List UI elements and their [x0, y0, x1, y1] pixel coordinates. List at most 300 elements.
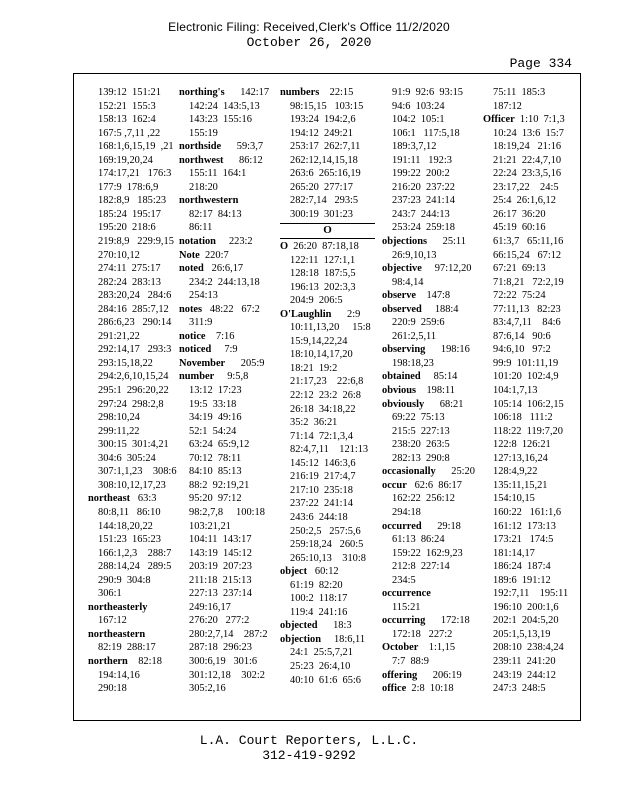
page-line-references: 154:10,15: [493, 493, 535, 505]
page-line-references: 253:17 262:7,11: [290, 141, 361, 153]
page-line-references: 243:19 244:12: [493, 669, 556, 681]
page-line-references: 18:10,14,17,20: [290, 349, 353, 361]
page-line-references: 77:11,13 82:23: [493, 303, 561, 315]
index-headword: Note: [179, 249, 200, 261]
page-line-references: 290:18: [98, 683, 127, 695]
page-line-references: 105:14 106:2,15: [493, 398, 564, 410]
page-line-references: 305:2,16: [189, 683, 226, 695]
index-headword: office: [382, 683, 407, 695]
page-line-references: 103:21,21: [189, 520, 231, 532]
index-entry: [382, 669, 475, 683]
index-entry: [382, 614, 475, 628]
page-line-references: 115:21: [392, 601, 421, 613]
index-entry: [382, 384, 475, 398]
page-line-references: 10:24 13:6 15:7: [493, 127, 565, 139]
page-line-references: 1:10 7:1,3: [514, 114, 565, 126]
index-entry: [382, 682, 475, 696]
page-line-references: 238:20 263:5: [392, 439, 450, 451]
index-entry: [179, 343, 269, 357]
page-line-references: 25:11: [427, 236, 466, 248]
page-line-references: 94:6,10 97:2: [493, 344, 551, 356]
page-line-references: 97:12,20: [421, 263, 472, 275]
page-line-references: 29:18: [421, 520, 461, 532]
page-line-references: 61:13 86:24: [392, 534, 445, 546]
index-headword: northing's: [179, 87, 225, 98]
page-line-references: 70:12 78:11: [189, 452, 242, 464]
index-entry: [483, 113, 568, 127]
page-line-references: 1:1,15: [418, 642, 456, 654]
page-line-references: 145:12 146:3,6: [290, 457, 356, 469]
page-line-references: 106:18 111:2: [493, 412, 553, 424]
index-frame: [73, 73, 581, 721]
page-line-references: 9:5,8: [214, 371, 249, 383]
index-entry: [88, 628, 177, 642]
page-line-references: 60:12: [307, 566, 339, 578]
page-line-references: 168:1,6,15,19 ,21: [98, 141, 174, 153]
page-line-references: 26:6,17: [203, 263, 244, 275]
index-headword: objections: [382, 236, 428, 248]
index-entry: [179, 357, 269, 371]
page-line-references: 101:20 102:4,9: [493, 371, 559, 383]
page-line-references: 128:4,9,22: [493, 466, 538, 478]
page-line-references: 24:1 25:5,7,21: [290, 647, 353, 659]
page-line-references: 26:9,10,13: [392, 249, 437, 261]
index-entry: [179, 249, 269, 263]
page-line-references: 142:17: [224, 87, 270, 98]
index-entry: [382, 289, 475, 303]
section-letter-heading: O: [280, 223, 375, 239]
page-line-references: 10:11,13,20 15:8: [290, 322, 371, 334]
page-line-references: 218:20: [189, 181, 218, 193]
index-entry: [179, 330, 269, 344]
index-entry: [280, 633, 375, 647]
page-line-references: 63:24 65:9,12: [189, 439, 250, 451]
page-line-references: 186:24 187:4: [493, 561, 551, 573]
index-entry: [382, 343, 475, 357]
page-line-references: 206:19: [417, 669, 462, 681]
page-line-references: 87:6,14 90:6: [493, 330, 551, 342]
page-line-references: 18:6,11: [320, 633, 366, 645]
page-line-references: 202:1 204:5,20: [493, 615, 559, 627]
index-headword: October: [382, 642, 419, 654]
index-headword: notes: [179, 303, 203, 315]
page-line-references: 297:24 298:2,8: [98, 398, 164, 410]
page-line-references: 35:2 36:21: [290, 417, 338, 429]
index-entry: [179, 140, 269, 154]
page-line-references: 104:11 143:17: [189, 534, 252, 546]
index-entry: [179, 86, 269, 100]
page-line-references: 191:11 192:3: [392, 154, 452, 166]
page-line-references: 127:13,16,24: [493, 452, 548, 464]
page-line-references: 247:3 248:5: [493, 683, 546, 695]
page-line-references: 82:19 288:17: [98, 642, 156, 654]
page-line-references: 25:23 26:4,10: [290, 660, 351, 672]
page-line-references: 173:21 174:5: [493, 534, 554, 546]
page-line-references: 276:20 277:2: [189, 615, 250, 627]
page-line-references: 188:4: [421, 303, 459, 315]
page-line-references: 45:19 60:16: [493, 222, 546, 234]
page-line-references: 13:12 17:23: [189, 385, 242, 397]
page-line-references: 237:23 241:14: [392, 195, 455, 207]
index-entry: [382, 587, 475, 601]
index-entry: [382, 641, 475, 655]
index-headword: occurring: [382, 615, 426, 627]
page-line-references: 301:12,18 302:2: [189, 669, 265, 681]
page-line-references: 223:2: [215, 236, 253, 248]
index-headword: northwestern: [179, 195, 239, 207]
page-line-references: 95:20 97:12: [189, 493, 242, 505]
page-line-references: 194:14,16: [98, 669, 140, 681]
page-line-references: 304:6 305:24: [98, 452, 156, 464]
page-line-references: 259:18,24 260:5: [290, 539, 364, 551]
page-line-references: 308:10,12,17,23: [98, 479, 166, 491]
page-line-references: 61:19 82:20: [290, 579, 343, 591]
page-line-references: 204:9 206:5: [290, 295, 343, 307]
index-entry: [88, 655, 177, 669]
page-line-references: 122:8 126:21: [493, 439, 551, 451]
page-line-references: 307:1,1,23 308:6: [98, 466, 177, 478]
page-line-references: 299:11,22: [98, 425, 140, 437]
page-line-references: 172:18: [425, 615, 470, 627]
page-line-references: 21:17,23 22:6,8: [290, 376, 364, 388]
page-line-references: 311:9: [189, 317, 213, 329]
index-headword: O: [280, 241, 289, 253]
page-line-references: 2:8 10:18: [406, 683, 454, 695]
page-line-references: 185:24 195:17: [98, 208, 161, 220]
page-line-references: 86:12: [223, 154, 263, 166]
page-line-references: 182:8,9 185:23: [98, 195, 167, 207]
index-headword: object: [280, 566, 308, 578]
page-line-references: 203:19 207:23: [189, 561, 252, 573]
page-line-references: 196:13 202:3,3: [290, 281, 356, 293]
index-headword: occasionally: [382, 466, 436, 478]
index-headword: observe: [382, 290, 417, 302]
page-line-references: 181:14,17: [493, 547, 535, 559]
page-line-references: 292:14,17 293:3: [98, 344, 172, 356]
index-entry: [280, 240, 375, 254]
page-line-references: 82:4,7,11 121:13: [290, 444, 369, 456]
index-entry: [179, 235, 269, 249]
hearing-date: October 26, 2020: [246, 35, 372, 50]
index-headword: obtained: [382, 371, 421, 383]
page-line-references: 86:11: [189, 222, 213, 234]
page-line-references: 249:16,17: [189, 601, 231, 613]
page-line-references: 104:1,7,13: [493, 385, 538, 397]
page-line-references: 298:10,24: [98, 412, 140, 424]
page-line-references: 294:2,6,10,15,24: [98, 371, 169, 383]
page-line-references: 18:19,24 21:16: [493, 141, 562, 153]
index-headword: offering: [382, 669, 418, 681]
page-line-references: 274:11 275:17: [98, 263, 161, 275]
page-line-references: 205:9: [225, 357, 265, 369]
index-column-3: [280, 86, 375, 687]
index-headword: objective: [382, 263, 422, 275]
page-line-references: 193:24 194:2,6: [290, 114, 356, 126]
index-headword: observing: [382, 344, 426, 356]
page-line-references: 220:9 259:6: [392, 317, 445, 329]
page-line-references: 215:5 227:13: [392, 425, 450, 437]
footer: [0, 733, 618, 763]
page-line-references: 67:21 69:13: [493, 263, 546, 275]
filing-stamp: Electronic Filing: Received,Clerk's Office 11/2/2020: [168, 20, 450, 34]
index-headword: notation: [179, 236, 216, 248]
page-line-references: 72:22 75:24: [493, 290, 546, 302]
page-line-references: 263:6 265:16,19: [290, 168, 361, 180]
page-line-references: 142:24 143:5,13: [189, 100, 260, 112]
page-line-references: 174:17,21 176:3: [98, 168, 172, 180]
page-line-references: 216:19 217:4,7: [290, 471, 356, 483]
index-headword: numbers: [280, 87, 320, 98]
page-line-references: 282:7,14 293:5: [290, 195, 359, 207]
index-column-5: [483, 86, 568, 696]
page-line-references: 40:10 61:6 65:6: [290, 674, 362, 686]
page-line-references: 143:19 145:12: [189, 547, 252, 559]
page-line-references: 119:4 241:16: [290, 606, 348, 618]
index-column-1: [88, 86, 177, 696]
index-column-2: [179, 86, 269, 696]
index-headword: November: [179, 357, 226, 369]
page-line-references: 21:21 22:4,7,10: [493, 154, 562, 166]
page-line-references: 147:8: [416, 290, 451, 302]
page-line-references: 284:16 285:7,12: [98, 303, 169, 315]
page-line-references: 100:2 118:17: [290, 593, 348, 605]
page-line-references: 83:4,7,11 84:6: [493, 317, 561, 329]
page-line-references: 128:18 187:5,5: [290, 268, 356, 280]
index-headword: northeast: [88, 493, 131, 505]
page-line-references: 88:2 92:19,21: [189, 479, 250, 491]
page-line-references: 172:18 227:2: [392, 628, 453, 640]
index-headword: objected: [280, 620, 318, 632]
page-line-references: 94:6 103:24: [392, 100, 445, 112]
page-line-references: 187:12: [493, 100, 522, 112]
index-entry: [179, 262, 269, 276]
index-headword: obvious: [382, 385, 417, 397]
page-line-references: 196:10 200:1,6: [493, 601, 559, 613]
page-line-references: 177:9 178:6,9: [98, 181, 159, 193]
page-line-references: 18:3: [317, 620, 352, 632]
index-entry: [179, 154, 269, 168]
page-line-references: 66:15,24 67:12: [493, 249, 562, 261]
index-headword: obviously: [382, 398, 425, 410]
page-line-references: 208:10 238:4,24: [493, 642, 564, 654]
index-column-4: [382, 86, 475, 696]
page-line-references: 216:20 237:22: [392, 181, 455, 193]
page-line-references: 198:11: [416, 385, 455, 397]
page-line-references: 143:23 155:16: [189, 114, 252, 126]
page-line-references: 15:9,14,22,24: [290, 335, 348, 347]
page-line-references: 158:13 162:4: [98, 114, 156, 126]
page-line-references: 265:20 277:17: [290, 181, 353, 193]
page-line-references: 198:18,23: [392, 357, 434, 369]
page-line-references: 282:13 290:8: [392, 452, 450, 464]
index-entry: [382, 465, 475, 479]
page-line-references: 294:18: [392, 506, 421, 518]
page-line-references: 239:11 241:20: [493, 655, 556, 667]
page-line-references: 265:10,13 310:8: [290, 552, 366, 564]
index-headword: occur: [382, 479, 407, 491]
court-reporter-phone: 312-419-9292: [262, 748, 356, 763]
page-line-references: 82:17 84:13: [189, 208, 242, 220]
page-line-references: 198:16: [425, 344, 470, 356]
page-line-references: 167:12: [98, 615, 127, 627]
page-line-references: 166:1,2,3 288:7: [98, 547, 172, 559]
page-line-references: 195:20 218:6: [98, 222, 156, 234]
index-entry: [280, 308, 375, 322]
page-line-references: 85:14: [420, 371, 458, 383]
page-line-references: 26:17 36:20: [493, 208, 546, 220]
index-entry: [382, 303, 475, 317]
page-line-references: 205:1,5,13,19: [493, 628, 551, 640]
page-line-references: 98:15,15 103:15: [290, 100, 364, 112]
index-headword: noticed: [179, 344, 212, 356]
index-entry: [382, 398, 475, 412]
page-line-references: 280:2,7,14 287:2: [189, 628, 268, 640]
index-headword: northern: [88, 655, 128, 667]
page-line-references: 61:3,7 65:11,16: [493, 236, 564, 248]
index-headword: objection: [280, 633, 321, 645]
page-line-references: 22:12 23:2 26:8: [290, 390, 362, 402]
page-line-references: 155:19: [189, 127, 218, 139]
page-line-references: 98:2,7,8 100:18: [189, 506, 265, 518]
page-line-references: 293:15,18,22: [98, 357, 153, 369]
index-headword: occurred: [382, 520, 422, 532]
page-line-references: 18:21 19:2: [290, 362, 338, 374]
page-line-references: 167:5 ,7,11 ,22: [98, 127, 161, 139]
page-line-references: 63:3: [130, 493, 157, 505]
page-line-references: 234:2 244:13,18: [189, 276, 260, 288]
page-line-references: 26:18 34:18,22: [290, 403, 356, 415]
page-line-references: 306:1: [98, 588, 122, 600]
page-line-references: 7:9: [211, 344, 238, 356]
page-line-references: 250:2,5 257:5,6: [290, 525, 361, 537]
page-line-references: 189:6 191:12: [493, 574, 551, 586]
page-line-references: 194:12 249:21: [290, 127, 353, 139]
page-line-references: 52:1 54:24: [189, 425, 237, 437]
page-line-references: 262:12,14,15,18: [290, 154, 358, 166]
page-line-references: 26:20 87:18,18: [288, 241, 359, 253]
index-entry: [179, 370, 269, 384]
index-headword: occurrence: [382, 588, 431, 600]
page-line-references: 288:14,24 289:5: [98, 561, 172, 573]
page-line-references: 160:22 161:1,6: [493, 506, 562, 518]
page-line-references: 243:6 244:18: [290, 511, 348, 523]
page-line-references: 219:8,9 229:9,15: [98, 236, 174, 248]
page-line-references: 84:10 85:13: [189, 466, 242, 478]
page-line-references: 212:8 227:14: [392, 561, 450, 573]
page-line-references: 199:22 200:2: [392, 168, 450, 180]
page-line-references: 19:5 33:18: [189, 398, 237, 410]
index-entry: [179, 303, 269, 317]
page-line-references: 7:16: [205, 330, 235, 342]
page-line-references: 98:4,14: [392, 276, 424, 288]
page-line-references: 34:19 49:16: [189, 412, 242, 424]
page-line-references: 161:12 173:13: [493, 520, 556, 532]
page-line-references: 71:8,21 72:2,19: [493, 276, 564, 288]
page-line-references: 106:1 117:5,18: [392, 127, 460, 139]
index-headword: northeasterly: [88, 601, 148, 613]
page-line-references: 237:22 241:14: [290, 498, 353, 510]
index-entry: [382, 262, 475, 276]
page-line-references: 217:10 235:18: [290, 484, 353, 496]
page-line-references: 261:2,5,11: [392, 330, 437, 342]
page-line-references: 99:9 101:11,19: [493, 357, 559, 369]
page-line-references: 227:13 237:14: [189, 588, 252, 600]
index-headword: observed: [382, 303, 422, 315]
page-line-references: 253:24 259:18: [392, 222, 455, 234]
page-line-references: 151:23 165:23: [98, 534, 161, 546]
page-line-references: 189:3,7,12: [392, 141, 437, 153]
index-entry: [280, 619, 375, 633]
page-line-references: 243:7 244:13: [392, 208, 450, 220]
page-line-references: 291:21,22: [98, 330, 140, 342]
index-entry: [382, 520, 475, 534]
index-entry: [382, 479, 475, 493]
page-line-references: 69:22 75:13: [392, 412, 445, 424]
index-entry: [382, 370, 475, 384]
page-line-references: 155:11 164:1: [189, 168, 247, 180]
page-line-references: 68:21: [424, 398, 464, 410]
page-line-references: 295:1 296:20,22: [98, 385, 169, 397]
page-line-references: 152:21 155:3: [98, 100, 156, 112]
page-line-references: 290:9 304:8: [98, 574, 151, 586]
index-entry: [382, 235, 475, 249]
page-line-references: 162:22 256:12: [392, 493, 455, 505]
page-line-references: 192:7,11 195:11: [493, 588, 569, 600]
page-line-references: 144:18,20,22: [98, 520, 153, 532]
page-line-references: 75:11 185:3: [493, 87, 546, 98]
index-entry: [88, 601, 177, 615]
index-headword: O'Laughlin: [280, 308, 332, 320]
page-line-references: 300:15 301:4,21: [98, 439, 169, 451]
index-entry: [179, 194, 269, 208]
page-line-references: 211:18 215:13: [189, 574, 252, 586]
page-line-references: 254:13: [189, 290, 218, 302]
page-line-references: 22:24 23:3,5,16: [493, 168, 562, 180]
page-line-references: 169:19,20,24: [98, 154, 153, 166]
page-line-references: 82:18: [127, 655, 162, 667]
page-line-references: 286:6,23 290:14: [98, 317, 172, 329]
index-headword: northside: [179, 141, 222, 153]
page-line-references: 283:20,24 284:6: [98, 290, 172, 302]
page-line-references: 300:6,19 301:6: [189, 655, 258, 667]
page-line-references: 220:7: [199, 249, 229, 261]
page-number: Page 334: [509, 56, 572, 71]
index-headword: northeastern: [88, 628, 146, 640]
index-headword: noted: [179, 263, 204, 275]
page-line-references: 139:12 151:21: [98, 87, 161, 98]
page-line-references: 62:6 86:17: [406, 479, 462, 491]
court-reporter-name: L.A. Court Reporters, L.L.C.: [199, 733, 419, 748]
index-headword: number: [179, 371, 215, 383]
page-line-references: 91:9 92:6 93:15: [392, 87, 464, 98]
index-entry: [280, 565, 375, 579]
index-entry: [280, 86, 375, 100]
page-line-references: 282:24 283:13: [98, 276, 161, 288]
page-line-references: 25:20: [435, 466, 475, 478]
page-line-references: 2:9: [331, 308, 361, 320]
page-line-references: 71:14 72:1,3,4: [290, 430, 353, 442]
page-line-references: 135:11,15,21: [493, 479, 548, 491]
page-line-references: 104:2 105:1: [392, 114, 445, 126]
page-line-references: 118:22 119:7,20: [493, 425, 563, 437]
index-headword: northwest: [179, 154, 224, 166]
index-entry: [88, 492, 177, 506]
page-line-references: 122:11 127:1,1: [290, 254, 356, 266]
page-line-references: 48:22 67:2: [202, 303, 260, 315]
page-line-references: 22:15: [319, 87, 354, 98]
index-headword: notice: [179, 330, 206, 342]
page-line-references: 300:19 301:23: [290, 208, 353, 220]
